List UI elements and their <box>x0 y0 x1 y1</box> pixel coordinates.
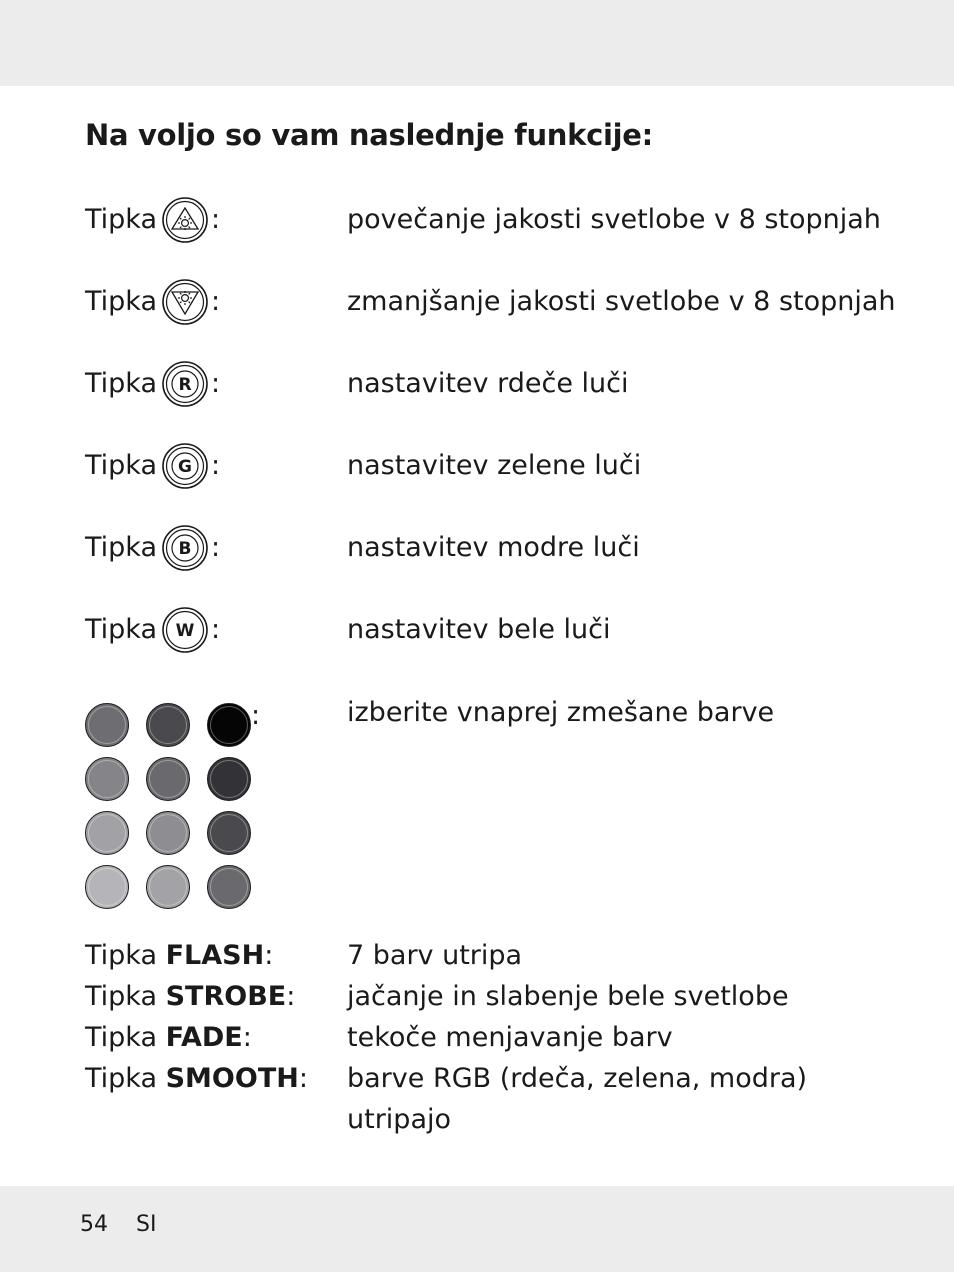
function-row-blue <box>85 524 905 572</box>
row-key <box>85 1063 308 1094</box>
row-key <box>85 940 273 971</box>
page-number: 54 <box>80 1212 108 1237</box>
green-button-label: G <box>178 457 192 477</box>
blue-button-label: B <box>178 539 192 559</box>
row-colon: : <box>211 450 221 481</box>
row-key-name: SMOOTH <box>165 1063 299 1094</box>
row-key: Tipka <box>85 450 158 481</box>
row-key: Tipka <box>85 368 158 399</box>
row-key <box>85 1022 252 1053</box>
function-row-brightness-down <box>85 278 905 326</box>
white-button-label: W <box>175 621 195 641</box>
row-desc: nastavitev rdeče luči <box>347 368 629 399</box>
row-desc: 7 barv utripa <box>347 940 523 971</box>
row-key-prefix: Tipka <box>85 940 166 971</box>
row-colon: : <box>211 532 221 563</box>
color-swatch-button <box>207 703 251 747</box>
row-desc-continued: utripajo <box>347 1104 452 1135</box>
color-swatch-button <box>85 811 129 855</box>
function-row-red <box>85 360 905 408</box>
function-row-smooth <box>85 1063 905 1143</box>
row-key: Tipka <box>85 204 158 235</box>
row-key-prefix: Tipka <box>85 1063 166 1094</box>
color-swatch-button <box>207 865 251 909</box>
function-row-fade <box>85 1022 905 1058</box>
color-swatch-button <box>146 811 190 855</box>
header-band <box>0 0 954 86</box>
row-key-prefix: Tipka <box>85 1022 166 1053</box>
row-desc: zmanjšanje jakosti svetlobe v 8 stopnjah <box>347 286 896 317</box>
red-button-label: R <box>178 375 192 395</box>
row-colon: : <box>211 368 221 399</box>
grid-desc: izberite vnaprej zmešane barve <box>347 697 775 728</box>
color-swatch-button <box>85 865 129 909</box>
color-swatch-button <box>146 757 190 801</box>
row-key: Tipka <box>85 532 158 563</box>
row-desc: povečanje jakosti svetlobe v 8 stopnjah <box>347 204 881 235</box>
color-swatch-button <box>146 865 190 909</box>
brightness-down-icon <box>161 278 209 326</box>
row-key: Tipka <box>85 286 158 317</box>
grid-colon: : <box>251 700 261 731</box>
color-swatch-button <box>146 703 190 747</box>
row-colon: : <box>211 286 221 317</box>
color-swatch-button <box>85 703 129 747</box>
row-key-suffix: : <box>286 981 296 1012</box>
function-row-white <box>85 606 905 654</box>
page-heading: Na voljo so vam naslednje funkcije: <box>85 118 653 152</box>
preset-color-grid <box>85 703 255 913</box>
row-colon: : <box>211 614 221 645</box>
row-key-name: FLASH <box>165 940 265 971</box>
color-swatch-button <box>207 757 251 801</box>
function-row-strobe <box>85 981 905 1017</box>
row-key: Tipka <box>85 614 158 645</box>
red-button-icon <box>161 360 209 408</box>
green-button-icon <box>161 442 209 490</box>
row-desc: barve RGB (rdeča, zelena, modra) <box>347 1063 808 1094</box>
row-desc: nastavitev modre luči <box>347 532 640 563</box>
blue-button-icon <box>161 524 209 572</box>
function-row-flash <box>85 940 905 976</box>
row-key-suffix: : <box>242 1022 252 1053</box>
row-desc: jačanje in slabenje bele svetlobe <box>347 981 789 1012</box>
row-key-name: FADE <box>165 1022 243 1053</box>
row-desc: nastavitev bele luči <box>347 614 611 645</box>
row-key-suffix: : <box>264 940 274 971</box>
row-key-suffix: : <box>298 1063 308 1094</box>
brightness-up-icon <box>161 196 209 244</box>
function-row-green <box>85 442 905 490</box>
color-swatch-button <box>85 757 129 801</box>
white-button-icon <box>161 606 209 654</box>
row-key-name: STROBE <box>165 981 287 1012</box>
row-desc: tekoče menjavanje barv <box>347 1022 673 1053</box>
row-key <box>85 981 295 1012</box>
row-colon: : <box>211 204 221 235</box>
language-code: SI <box>136 1212 157 1237</box>
function-row-brightness-up <box>85 196 905 244</box>
color-swatch-button <box>207 811 251 855</box>
row-desc: nastavitev zelene luči <box>347 450 642 481</box>
row-key-prefix: Tipka <box>85 981 166 1012</box>
